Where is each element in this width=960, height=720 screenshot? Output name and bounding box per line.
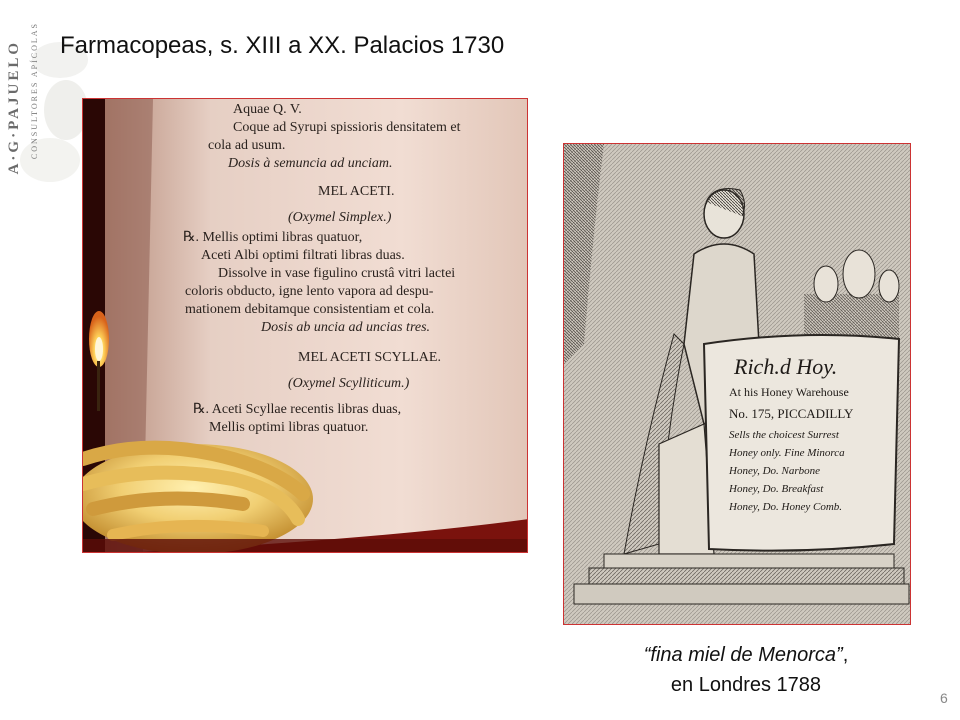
slide-title: Farmacopeas, s. XIII a XX. Palacios 1730: [60, 32, 505, 59]
book-line: cola ad usum.: [208, 138, 286, 153]
book-line: MEL ACETI SCYLLAE.: [298, 350, 441, 365]
logo-area: [0, 0, 90, 200]
caption-comma: ,: [842, 644, 849, 666]
sign-line: No. 175, PICCADILLY: [729, 406, 854, 421]
engraving-caption: [560, 640, 932, 700]
book-line: Coque ad Syrupi spissioris densitatem et: [233, 120, 461, 135]
sign-line: Sells the choicest Surrest: [729, 429, 839, 441]
honey-warehouse-engraving: [563, 143, 911, 625]
book-line: mationem debitamque consistentiam et cola.: [185, 302, 435, 317]
sign-line: Honey only. Fine Minorca: [729, 447, 845, 459]
page-number: 6: [940, 690, 948, 706]
book-line: Aquae Q. V.: [233, 102, 302, 117]
book-line: Dosis ab uncia ad uncias tres.: [261, 320, 431, 335]
book-line: Aceti Albi optimi filtrati libras duas.: [201, 248, 405, 263]
sign-line: Rich.d Hoy.: [734, 354, 838, 379]
caption-line-2: en Londres 1788: [670, 674, 822, 696]
caption-line-1: [560, 640, 932, 670]
book-line: (Oxymel Scylliticum.): [288, 376, 410, 391]
sign-line: Honey, Do. Breakfast: [729, 483, 824, 495]
book-line: Mellis optimi libras quatuor.: [209, 420, 369, 435]
book-line: ℞. Aceti Scyllae recentis libras duas,: [193, 402, 402, 417]
book-line: (Oxymel Simplex.): [288, 210, 392, 225]
book-line: ℞. Mellis optimi libras quatuor,: [183, 230, 363, 245]
logo-brand: A·G·PAJUELO: [6, 40, 22, 175]
book-line: coloris obducto, igne lento vapora ad despu-: [185, 284, 434, 299]
shop-sign: [704, 335, 899, 551]
pharmacopoeia-photo: [82, 98, 528, 553]
book-line: Dissolve in vase figulino crustâ vitri lactei: [218, 266, 456, 281]
sign-line: At his Honey Warehouse: [729, 385, 849, 399]
book-line: Dosis à semuncia ad unciam.: [228, 156, 393, 171]
book-line: MEL ACETI.: [318, 184, 395, 199]
steps: [574, 554, 909, 604]
sign-line: Honey, Do. Narbone: [729, 465, 821, 477]
logo-subtitle: CONSULTORES APÍCOLAS: [30, 22, 39, 160]
sign-line: Honey, Do. Honey Comb.: [729, 501, 843, 513]
caption-quote: “fina miel de Menorca”: [643, 644, 843, 666]
